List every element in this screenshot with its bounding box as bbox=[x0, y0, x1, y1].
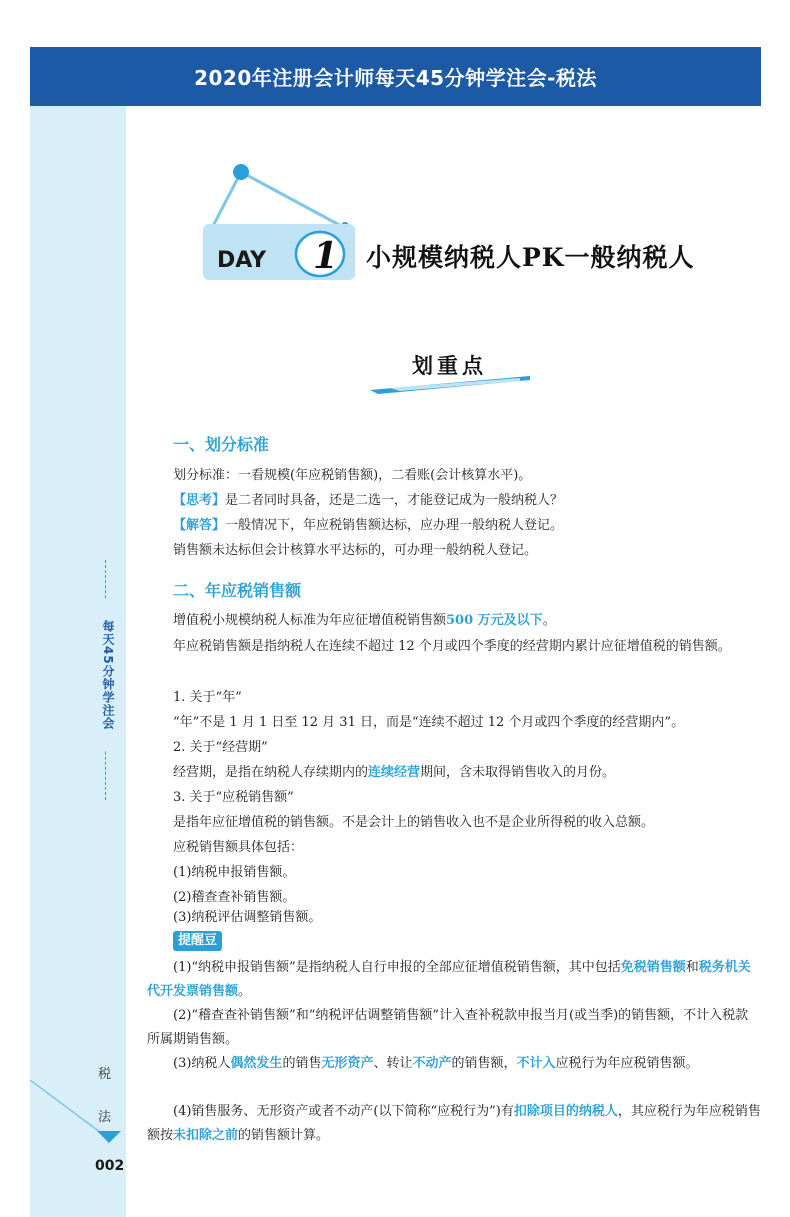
p1-highlight: 500 万元及以下 bbox=[446, 613, 543, 628]
tip-item-4 bbox=[147, 1100, 761, 1148]
tip1-hl1: 免税销售额 bbox=[620, 960, 686, 975]
item1-title: 1. 关于“年” bbox=[173, 690, 242, 705]
part1-heading: 一、划分标准 bbox=[173, 435, 270, 454]
tip1-pre: (1)“纳税申报销售额”是指纳税人自行申报的全部应征增值税销售额，其中包括 bbox=[173, 960, 621, 975]
subject-char-top: 税 bbox=[98, 1067, 112, 1082]
tip-item-1 bbox=[147, 956, 761, 1004]
tip4-hl1: 扣除项目的纳税人 bbox=[513, 1104, 618, 1119]
tip3-hl1: 偶然发生 bbox=[230, 1056, 283, 1071]
includes-line: 应税销售额具体包括： bbox=[173, 840, 304, 855]
include-item-2: (2)稽查查补销售额。 bbox=[173, 890, 296, 905]
item2-text bbox=[173, 761, 761, 785]
think-text: 是二者同时具备，还是二选一，才能登记成为一般纳税人？ bbox=[225, 493, 564, 508]
item2-title: 2. 关于“经营期” bbox=[173, 740, 268, 755]
day-badge bbox=[195, 160, 365, 290]
answer-tag: 【解答】 bbox=[173, 518, 226, 533]
page-header bbox=[30, 47, 761, 106]
section-heading bbox=[360, 350, 530, 395]
part1-answer bbox=[173, 514, 761, 538]
day-label: DAY bbox=[217, 248, 267, 273]
tip3-hl4: 不计入 bbox=[516, 1056, 556, 1071]
answer-text: 一般情况下，年应税销售额达标，应办理一般纳税人登记。 bbox=[225, 518, 564, 533]
p1-end: 。 bbox=[542, 613, 556, 628]
p1-text: 增值税小规模纳税人标准为年应征增值税销售额 bbox=[173, 613, 447, 628]
part1-think bbox=[173, 489, 761, 513]
part2-p1 bbox=[173, 609, 761, 633]
tip1-hl2: 税务机关代开发票销售额 bbox=[147, 960, 751, 999]
header-title: 2020年注册会计师每天45分钟学注会-税法 bbox=[194, 66, 597, 90]
tip-badge: 提醒豆 bbox=[173, 931, 222, 951]
subject-char-bottom: 法 bbox=[98, 1110, 112, 1125]
item3-text: 是指年应征增值税的销售额。不是会计上的销售收入也不是企业所得税的收入总额。 bbox=[173, 815, 655, 830]
tip3-d: 的销售额， bbox=[451, 1056, 517, 1071]
tip1-mid: 和 bbox=[685, 960, 699, 975]
tip-item-3 bbox=[147, 1052, 761, 1076]
triangle-marker-icon bbox=[97, 1131, 121, 1143]
chapter-title: 小规模纳税人PK一般纳税人 bbox=[366, 243, 695, 272]
tip3-a: (3)纳税人 bbox=[173, 1056, 231, 1071]
side-corner-decoration bbox=[30, 1080, 126, 1160]
tip3-b: 的销售 bbox=[282, 1056, 322, 1071]
tip3-e: 应税行为年应税销售额。 bbox=[555, 1056, 699, 1071]
item2-post: 期间，含未取得销售收入的月份。 bbox=[420, 765, 616, 780]
part1-line4: 销售额未达标但会计核算水平达标的，可办理一般纳税人登记。 bbox=[173, 543, 538, 558]
section-underline bbox=[370, 370, 530, 394]
think-tag: 【思考】 bbox=[173, 493, 226, 508]
tip-item-2: (2)“稽查查补销售额”和“纳税评估调整销售额”计入查补税款申报当月(或当季)的销售额，不计入税款所属期销售额。 bbox=[147, 1008, 749, 1047]
tip3-hl3: 不动产 bbox=[412, 1056, 452, 1071]
item2-pre: 经营期，是指在纳税人存续期内的 bbox=[173, 765, 369, 780]
part2-heading: 二、年应税销售额 bbox=[173, 581, 302, 600]
page-number: 002 bbox=[95, 1158, 125, 1174]
include-item-1: (1)纳税申报销售额。 bbox=[173, 865, 296, 880]
item3-title: 3. 关于“应税销售额” bbox=[173, 790, 294, 805]
tip4-b: ，其应税行为年应税销售额按 bbox=[147, 1104, 761, 1143]
pin-dot-icon bbox=[233, 164, 249, 180]
item2-highlight: 连续经营 bbox=[368, 765, 421, 780]
include-item-3: (3)纳税评估调整销售额。 bbox=[173, 910, 322, 925]
tip3-c: 、转让 bbox=[373, 1056, 413, 1071]
item1-text: “年”不是 1 月 1 日至 12 月 31 日，而是“连续不超过 12 个月或四个季度的经营期内”。 bbox=[173, 715, 685, 730]
side-series-text: 每天45分钟学注会 bbox=[93, 600, 117, 750]
tip4-hl2: 未扣除之前 bbox=[173, 1128, 239, 1143]
part2-p2: 年应税销售额是指纳税人在连续不超过 12 个月或四个季度的经营期内累计应征增值税的销售额。 bbox=[173, 639, 731, 654]
day-number: 1 bbox=[313, 235, 339, 277]
tip4-a: (4)销售服务、无形资产或者不动产(以下简称“应税行为”)有 bbox=[173, 1104, 514, 1119]
tip4-c: 的销售额计算。 bbox=[238, 1128, 330, 1143]
part1-line1: 划分标准：一看规模(年应税销售额)，二看账(会计核算水平)。 bbox=[173, 468, 532, 483]
tip1-post: 。 bbox=[238, 984, 252, 999]
section-heading-text: 划重点 bbox=[412, 353, 487, 378]
tip3-hl2: 无形资产 bbox=[321, 1056, 374, 1071]
